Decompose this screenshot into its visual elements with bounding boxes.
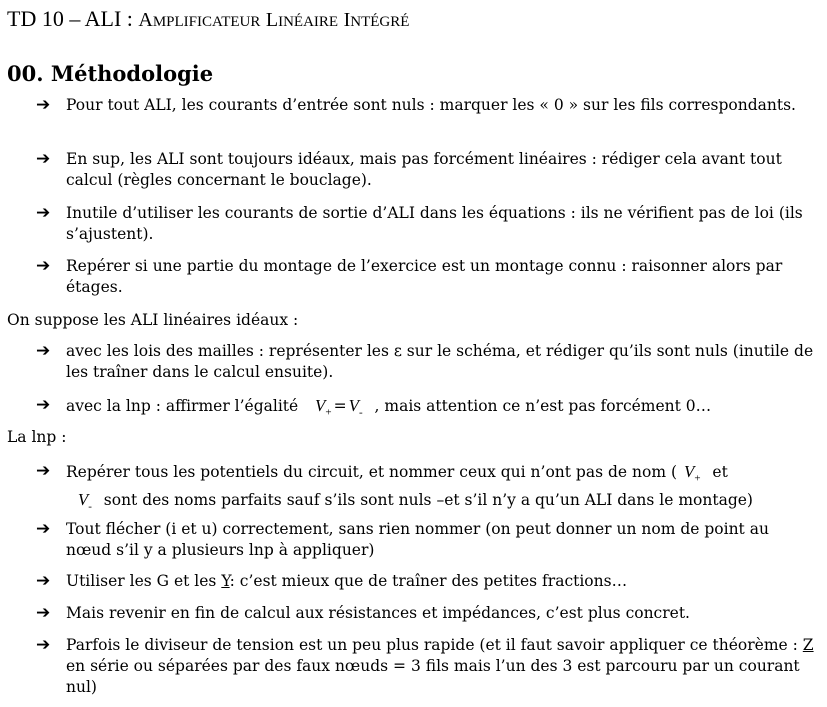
- list-item: [36, 519, 819, 561]
- arrow-icon: ➔: [36, 203, 51, 223]
- arrow-icon: ➔: [36, 603, 51, 623]
- list-item-text: Pour tout ALI, les courants d’entrée sont nuls : marquer les « 0 » sur les fils correspondants.: [66, 96, 796, 114]
- list-item: [36, 571, 819, 592]
- lnp-intro: La lnp :: [7, 428, 67, 446]
- text-before-equation: avec la lnp : affirmer l’égalité: [66, 397, 299, 415]
- v-letter: V: [315, 396, 326, 415]
- title-word-3-cap: I: [343, 9, 351, 31]
- text-part-b: : c’est mieux que de traîner des petites fractions…: [229, 572, 628, 590]
- text-part-a: Repérer tous les potentiels du circuit, et nommer ceux qui n’ont pas de nom (: [66, 463, 677, 481]
- text-part-a: Utiliser les G et les: [66, 572, 217, 590]
- text-part-a: Parfois le diviseur de tension est un peu plus rapide (et il faut savoir appliquer ce théorème :: [66, 636, 798, 654]
- list-item: [36, 256, 819, 298]
- linear-intro: On suppose les ALI linéaires idéaux :: [7, 311, 299, 329]
- list-item-text: Tout flécher (i et u) correctement, sans rien nommer (on peut donner un nom de point au nœud s’il y a plusieurs lnp à appliquer): [66, 520, 769, 559]
- text-after-equation: , mais attention ce n’est pas forcément 0…: [374, 397, 712, 415]
- list-item: [36, 95, 819, 116]
- arrow-icon: ➔: [36, 341, 51, 361]
- underlined-z: Z: [802, 636, 814, 654]
- arrow-icon: ➔: [36, 395, 51, 415]
- section-heading: 00. Méthodologie: [7, 61, 214, 86]
- list-item-text: En sup, les ALI sont toujours idéaux, mais pas forcément linéaires : rédiger cela avant tout calcul (règles concernant le bouclage).: [66, 150, 782, 189]
- minus-subscript: -: [359, 406, 363, 419]
- plus-subscript: +: [325, 406, 332, 419]
- title-word-1-rest: MPLIFICATEUR: [152, 14, 261, 30]
- text-part-c: sont des noms parfaits sauf s’ils sont nuls –et s’il n’y a qu’un ALI dans le montage): [103, 491, 753, 510]
- v-minus-symbol: [347, 396, 365, 419]
- page-title: [7, 6, 409, 32]
- list-item-text: Repérer si une partie du montage de l’exercice est un montage connu : raisonner alors par étages.: [66, 257, 783, 296]
- title-prefix: TD 10 – ALI :: [7, 6, 139, 31]
- text-part-b: et: [712, 463, 728, 481]
- underlined-y: Y: [221, 572, 230, 590]
- arrow-icon: ➔: [36, 256, 51, 276]
- arrow-icon: ➔: [36, 149, 51, 169]
- title-word-2-cap: L: [265, 9, 279, 31]
- list-item-text: [66, 571, 819, 592]
- equals-sign: =: [333, 397, 347, 415]
- list-item: [36, 461, 819, 518]
- arrow-icon: ➔: [36, 635, 51, 655]
- v-plus-symbol: [313, 396, 334, 419]
- list-item: [36, 603, 819, 624]
- list-item-text: [66, 395, 819, 423]
- list-item: [36, 149, 819, 191]
- arrow-icon: ➔: [36, 95, 51, 115]
- v-minus-symbol: [76, 490, 94, 513]
- title-word-1-cap: A: [138, 9, 153, 31]
- arrow-icon: ➔: [36, 571, 51, 591]
- list-item-text: [66, 635, 819, 698]
- list-item: [36, 635, 819, 698]
- arrow-icon: ➔: [36, 519, 51, 539]
- arrow-icon: ➔: [36, 461, 51, 481]
- v-plus-symbol: [682, 462, 703, 485]
- text-part-b: en série ou séparées par des faux nœuds = 3 fils mais l’un des 3 est parcouru par un courant nul): [66, 657, 800, 696]
- list-item-text: [66, 461, 819, 518]
- title-word-3-rest: NTÉGRÉ: [350, 14, 410, 30]
- minus-subscript: -: [88, 500, 92, 513]
- list-item: [36, 203, 819, 245]
- list-item: [36, 395, 819, 423]
- title-word-2-rest: INÉAIRE: [278, 14, 339, 30]
- list-item-text: Mais revenir en fin de calcul aux résistances et impédances, c’est plus concret.: [66, 604, 690, 622]
- list-item-text: Inutile d’utiliser les courants de sortie d’ALI dans les équations : ils ne vérifient pas de loi (ils s’ajustent).: [66, 204, 803, 243]
- plus-subscript: +: [694, 472, 701, 485]
- list-item-text: avec les lois des mailles : représenter les ε sur le schéma, et rédiger qu’ils sont nuls (inutile de les traîner dans le calcul ensuite).: [66, 342, 814, 381]
- v-letter: V: [348, 396, 359, 415]
- list-item: [36, 341, 819, 383]
- v-letter: V: [77, 490, 89, 510]
- v-letter: V: [683, 462, 695, 481]
